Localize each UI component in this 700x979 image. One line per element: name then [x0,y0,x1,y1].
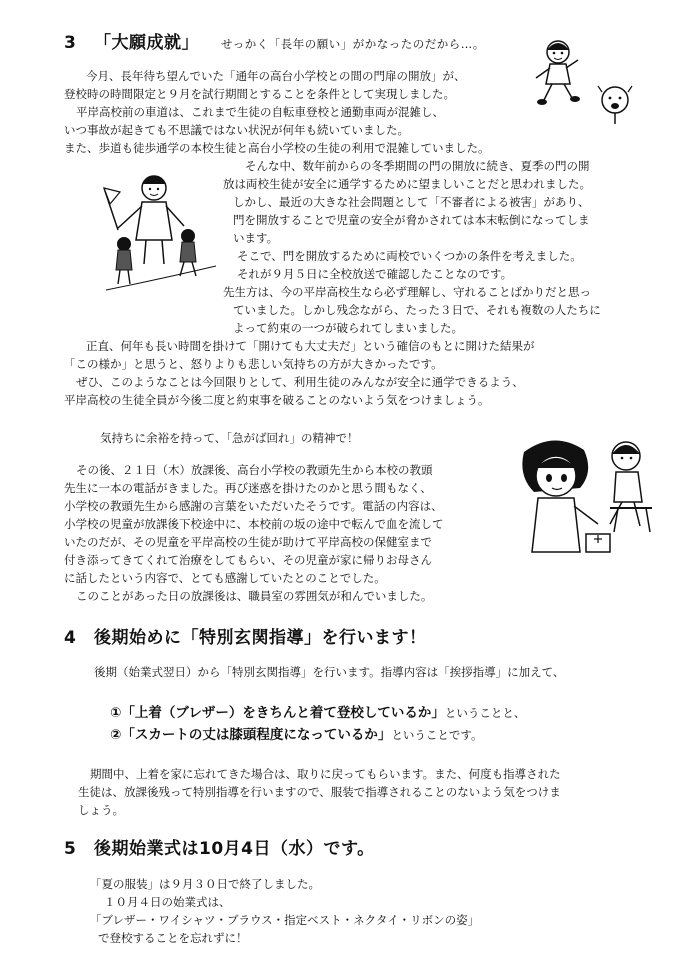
section-3-heading [64,30,485,56]
section-3-paragraph-3 [64,338,535,410]
text-line: 「夏の服装」は９月３０日で終了しました。 [90,877,320,891]
text-line: 生徒は、放課後残って特別指導を行いますので、服装で指導されることのないよう気をつけま [78,785,561,799]
text-line: 先生方は、今の平岸高校生なら必ず理解し、守れることばかりだと思っ [223,285,591,299]
section-4-intro [94,664,564,682]
text-line: しょう。 [78,803,124,817]
section-3-paragraph-4 [64,462,444,606]
text-line: また、歩道も徒歩通学の本校生徒と高台小学校の生徒の利用で混雑していました。 [64,141,490,155]
guidance-item-1: ①「上着（ブレザー）をきちんと着て登校しているか」ということと、 [110,705,526,721]
text-line: そんな中、数年前からの冬季期間の門の開放に続き、夏季の門の開 [245,159,590,173]
text-line: それが９月５日に全校放送で確認したことなのです。 [237,267,513,281]
text-line: 後期（始業式翌日）から「特別玄関指導」を行います。指導内容は「挨拶指導」に加えて、 [94,665,565,679]
text-line: ていました。しかし残念ながら、たった３日で、それも複数の人たちに [233,303,601,317]
crossing-guard-illustration [96,170,220,298]
guidance-item-2: ②「スカートの丈は膝頭程度になっているか」ということです。 [110,727,483,743]
text-line: ぜひ、このようなことは今回限りとして、利用生徒のみんなが安全に通学できるよう、 [76,375,524,389]
text-line: います。 [233,231,279,245]
text-line: 小学校の教頭先生から感謝の言葉をいただいたそうです。電話の内容は、 [64,499,443,513]
section-4-heading [64,625,427,651]
first-aid-illustration [514,432,664,580]
text-line: そこで、門を開放するために両校でいくつかの条件を考えました。 [237,249,582,263]
text-line: 「ブレザー・ワイシャツ・ブラウス・指定ベスト・ネクタイ・リボンの姿」 [90,913,480,927]
text-line: に話したという内容で、とても感謝していたとのことでした。 [64,571,386,585]
motto-text [100,430,359,448]
section-5-body [90,876,479,948]
text-line: １０月４日の始業式は、 [104,895,231,909]
section-title: 「大願成就」 [94,33,199,53]
text-line: その後、２１日（木）放課後、高台小学校の教頭先生から本校の教頭 [76,463,433,477]
running-children-illustration [520,38,650,128]
section-number: 3 [64,33,77,53]
text-line: このことがあった日の放課後は、職員室の雰囲気が和んでいました。 [76,589,433,603]
section-4-paragraph [78,766,561,820]
text-line: で登校することを忘れずに！ [98,931,248,945]
section-5-heading [64,836,375,862]
text-line: よって約束の一つが破られてしまいました。 [233,321,463,335]
text-line: 平岸高校の生徒全員が今後二度と約束事を破ることのないよう気をつけましょう。 [64,393,490,407]
text-line: 平岸高校前の車道は、これまで生徒の自転車登校と通勤車両が混雑し、 [76,105,444,119]
text-line: 気持ちに余裕を持って、「急がば回れ」の精神で！ [100,431,359,445]
text-line: 先生に一本の電話がきました。再び迷惑を掛けたのかと思う間もなく、 [64,481,432,495]
text-line: 登校時の時間限定と９月を試行期間とすることを条件として実現しました。 [64,87,455,101]
text-line: しかし、最近の大きな社会問題として「不審者による被害」があり、 [233,195,590,209]
text-line: 今月、長年待ち望んでいた「通年の高台小学校との間の門扉の開放」が、 [86,69,466,83]
text-line: いたのだが、その児童を平岸高校の生徒が助けて平岸高校の保健室まで [64,535,432,549]
text-line: 「この様か」と思うと、怒りよりも悲しい気持ちの方が大きかったです。 [64,357,443,371]
section-3-paragraph-2 [223,158,601,338]
section-subtitle: せっかく「長年の願い」がかなったのだから…。 [221,37,485,51]
section-3-paragraph-1 [64,68,490,158]
text-line: 期間中、上着を家に忘れてきた場合は、取りに戻ってもらいます。また、何度も指導された [90,767,561,781]
text-line: 小学校の児童が放課後下校途中に、本校前の坂の途中で転んで血を流して [64,517,444,531]
text-line: 放は両校生徒が安全に通学するために望ましいことだと思われました。 [223,177,591,191]
text-line: いつ事故が起きても不思議ではない状況が何年も続いていました。 [64,123,409,137]
section-title: 後期始業式は10月4日（水）です。 [94,839,375,859]
section-title: 後期始めに「特別玄関指導」を行います！ [94,628,427,648]
section-4-items [110,703,525,747]
text-line: 付き添ってきてくれて治療をしてもらい、その児童が家に帰りお母さん [64,553,432,567]
text-line: 門を開放することで児童の安全が脅かされては本末転倒になってしま [233,213,590,227]
section-number: 4 [64,628,77,648]
text-line: 正直、何年も長い時間を掛けて「開けても大丈夫だ」という確信のもとに開けた結果が [86,339,535,353]
section-number: 5 [64,839,77,859]
